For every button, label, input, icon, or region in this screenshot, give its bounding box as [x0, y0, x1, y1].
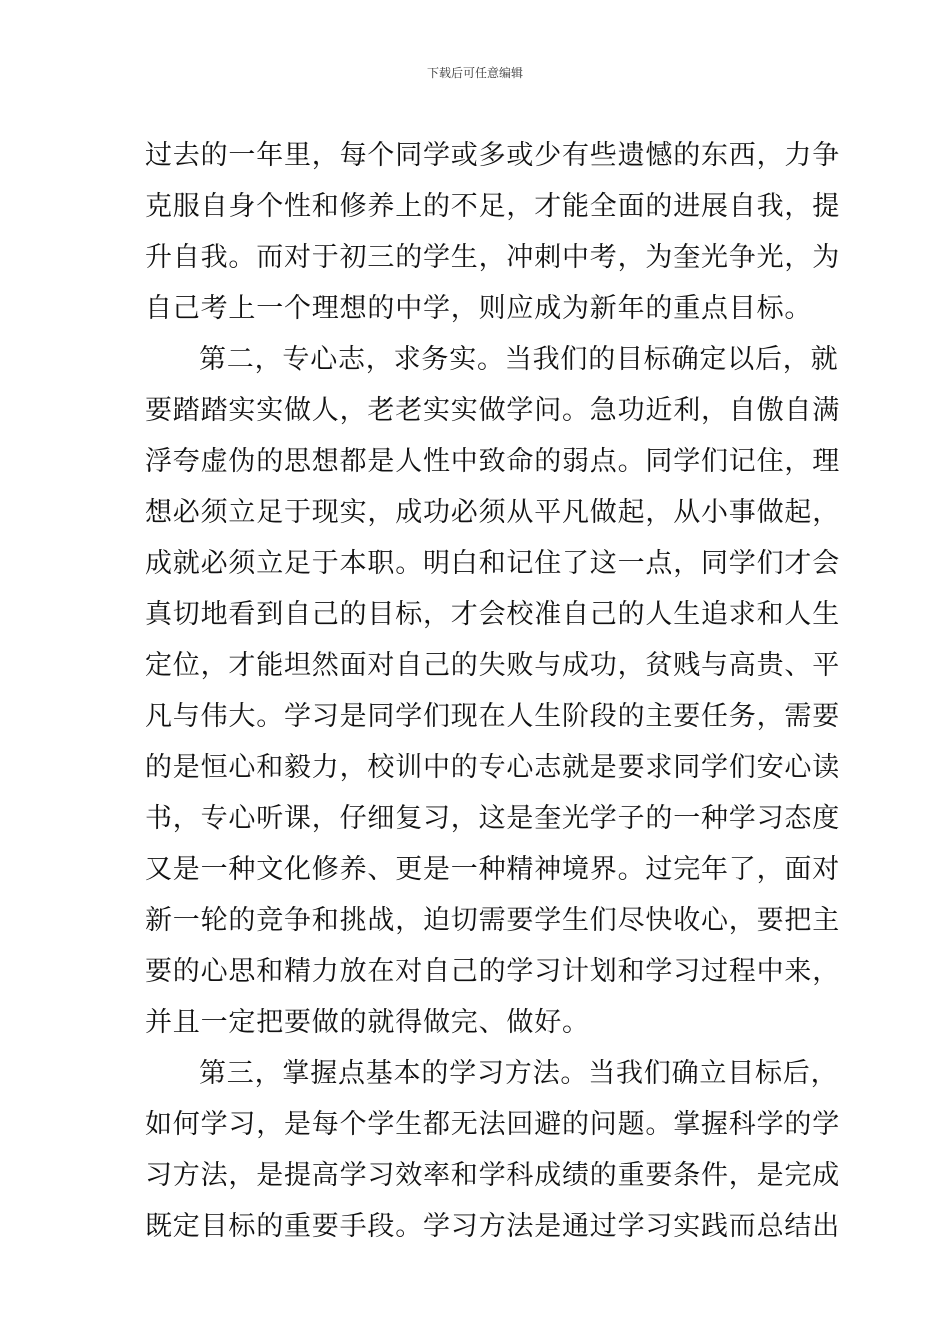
text-line: 定位，才能坦然面对自己的失败与成功，贫贱与高贵、平 [145, 650, 840, 681]
text-line: 要踏踏实实做人，老老实实做学问。急功近利，自傲自满 [145, 395, 840, 426]
text-line: 克服自身个性和修养上的不足，才能全面的进展自我，提 [145, 191, 840, 222]
paragraph [145, 334, 840, 1048]
text-line: 书，专心听课，仔细复习，这是奎光学子的一种学习态度 [145, 803, 840, 834]
text-line: 习方法，是提高学习效率和学科成绩的重要条件，是完成 [145, 1160, 840, 1191]
text-line: 新一轮的竞争和挑战，迫切需要学生们尽快收心，要把主 [145, 905, 840, 936]
text-line: 浮夸虚伪的思想都是人性中致命的弱点。同学们记住，理 [145, 446, 840, 477]
document-body [145, 130, 840, 1252]
text-line: 如何学习，是每个学生都无法回避的问题。掌握科学的学 [145, 1109, 840, 1140]
paragraph [145, 1048, 840, 1252]
text-line: 过去的一年里，每个同学或多或少有些遗憾的东西，力争 [145, 140, 840, 171]
text-line: 又是一种文化修养、更是一种精神境界。过完年了，面对 [145, 854, 840, 885]
text-line: 的是恒心和毅力，校训中的专心志就是要求同学们安心读 [145, 752, 840, 783]
text-line: 要的心思和精力放在对自己的学习计划和学习过程中来， [145, 956, 840, 987]
text-line: 第二，专心志，求务实。当我们的目标确定以后，就 [199, 344, 839, 375]
text-line: 想必须立足于现实，成功必须从平凡做起，从小事做起， [145, 497, 840, 528]
text-line: 真切地看到自己的目标，才会校准自己的人生追求和人生 [145, 599, 840, 630]
paragraph [145, 130, 840, 334]
page-header: 下载后可任意编辑 [426, 66, 523, 80]
text-line: 凡与伟大。学习是同学们现在人生阶段的主要任务，需要 [145, 701, 840, 732]
text-line: 既定目标的重要手段。学习方法是通过学习实践而总结出 [145, 1211, 840, 1242]
text-line: 自己考上一个理想的中学，则应成为新年的重点目标。 [145, 293, 813, 324]
text-line: 并且一定把要做的就得做完、做好。 [145, 1007, 590, 1038]
text-line: 成就必须立足于本职。明白和记住了这一点，同学们才会 [145, 548, 840, 579]
text-line: 升自我。而对于初三的学生，冲刺中考，为奎光争光，为 [145, 242, 840, 273]
text-line: 第三，掌握点基本的学习方法。当我们确立目标后， [199, 1058, 839, 1089]
